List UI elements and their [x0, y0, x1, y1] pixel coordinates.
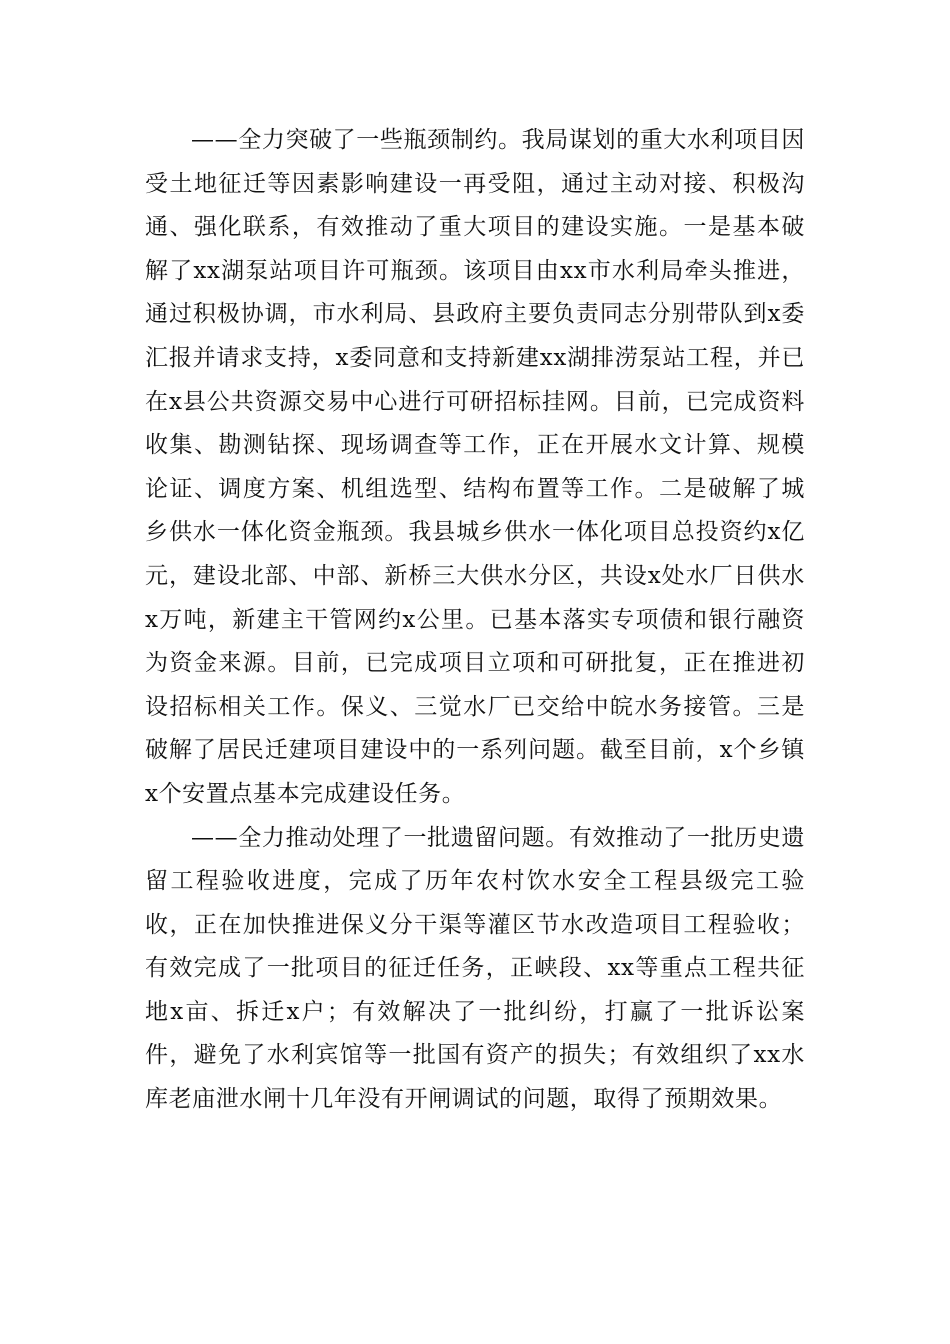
document-body: [145, 119, 805, 1122]
paragraph-legacy-issues: ——全力推动处理了一批遗留问题。有效推动了一批历史遗留工程验收进度，完成了历年农村饮水安全工程县级完工验收，正在加快推进保义分干渠等灌区节水改造项目工程验收；有效完成了一批项目的征迁任务，正峡段、xx等重点工程共征地x亩、拆迁x户；有效解决了一批纠纷，打赢了一批诉讼案件，避免了水利宾馆等一批国有资产的损失；有效组织了xx水库老庙泄水闸十几年没有开闸调试的问题，取得了预期效果。: [145, 824, 805, 1113]
paragraph-bottleneck-breakthrough: ——全力突破了一些瓶颈制约。我局谋划的重大水利项目因受土地征迁等因素影响建设一再受阻，通过主动对接、积极沟通、强化联系，有效推动了重大项目的建设实施。一是基本破解了xx湖泵站项目许可瓶颈。该项目由xx市水利局牵头推进，通过积极协调，市水利局、县政府主要负责同志分别带队到x委汇报并请求支持，x委同意和支持新建xx湖排涝泵站工程，并已在x县公共资源交易中心进行可研招标挂网。目前，已完成资料收集、勘测钻探、现场调查等工作，正在开展水文计算、规模论证、调度方案、机组选型、结构布置等工作。二是破解了城乡供水一体化资金瓶颈。我县城乡供水一体化项目总投资约x亿元，建设北部、中部、新桥三大供水分区，共设x处水厂日供水x万吨，新建主干管网约x公里。已基本落实专项债和银行融资为资金来源。目前，已完成项目立项和可研批复，正在推进初设招标相关工作。保义、三觉水厂已交给中皖水务接管。三是破解了居民迁建项目建设中的一系列问题。截至目前，x个乡镇x个安置点基本完成建设任务。: [145, 127, 805, 807]
